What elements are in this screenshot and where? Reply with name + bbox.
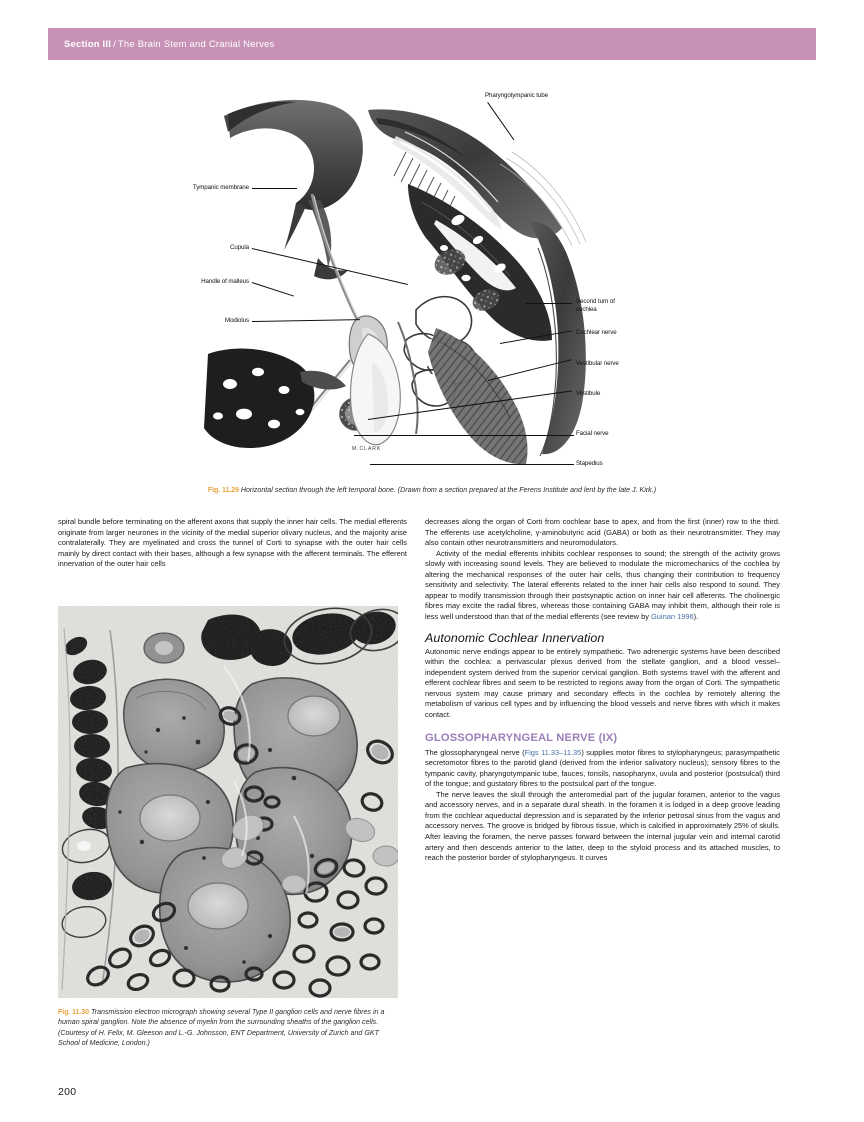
figure-label-second-turn-of-cochlea: Second turn of cochlea — [576, 298, 615, 314]
header-title: The Brain Stem and Cranial Nerves — [117, 38, 275, 50]
right-column-paragraph-4 — [425, 748, 780, 790]
right-text-column — [425, 517, 780, 864]
paragraph-2-text-pre: Activity of the medial efferents inhibits cochlear responses to sound; the strength of the activity grows slowly with increasing sound levels. They are believed to modulate the micromechanics of the cochlea by altering the mechanical responses of the outer hair cells, thus changing their contribution to frequency sensitivity and selectivity. The lateral efferents related to the inner hair cells also respond to sound. They appear to modify transmission through their postsynaptic action on inner hair cell afferents. The cholinergic fibres may excite the radial fibres, whereas those containing GABA may inhibit them, although their role is less well understood than that of the medial efferents (see review by — [425, 548, 780, 621]
header-section-label: Section III — [64, 38, 112, 50]
figure-11-29-caption-text: Horizontal section through the left temporal bone. (Drawn from a section prepared at the Ferens Institute and lent by the late J. Kirk.) — [240, 486, 657, 494]
figure-label-facial-nerve: Facial nerve — [576, 430, 609, 437]
heading-glossopharyngeal-nerve: GLOSSOPHARYNGEAL NERVE (IX) — [425, 732, 618, 745]
figure-label-vestibular-nerve: Vestibular nerve — [576, 360, 619, 367]
leader-line-second-turn-of-cochlea — [526, 303, 572, 304]
running-header-text — [48, 39, 274, 50]
cross-reference-figs-11-33-11-35[interactable]: Figs 11.33–11.35 — [524, 747, 582, 757]
svg-text:M.CLARK: M.CLARK — [352, 446, 382, 452]
figure-label-modiolus: Modiolus — [225, 317, 249, 324]
figure-label-handle-of-malleus: Handle of malleus — [201, 278, 249, 285]
right-column-paragraph-3: Autonomic nerve endings appear to be entirely sympathetic. Two adrenergic systems have been described within the cochlea: a perivascular plexus derived from the stellate ganglion, and a blood vessel–independent system derived from the superior cervical ganglion. Both systems travel with the afferent and efferent cochlear fibres and seem to be restricted to regions away from the organ of Corti. The sympathetic nervous system may cause primary and secondary effects in the cochlea by remotely altering the metabolism of various cell types and by influencing the blood vessels and nerve fibres with which it makes contact. — [425, 646, 780, 719]
figure-11-30-caption — [58, 1007, 398, 1048]
figure-11-30-caption-text: Transmission electron micrograph showing several Type II ganglion cells and nerve fibres in a human spiral ganglion. Note the absence of myelin from the surrounding sheaths of the ganglion cells. (Courtesy of H. Felix, M. Gleeson and L.-G. Johnsson, ENT Department, University of Zurich and GKT School of Medicine, London.) — [58, 1008, 385, 1047]
header-separator: / — [113, 38, 116, 50]
figure-label-tympanic-membrane: Tympanic membrane — [192, 184, 249, 191]
right-column-paragraph-1: decreases along the organ of Corti from cochlear base to apex, and from the first (inner) row to the third. The efferents use acetylcholine, γ-aminobutyric acid (GABA) or both as their neurotransmitter. They may also contain other neurotransmitters and neuromodulators. — [425, 517, 780, 548]
figure-11-30-micrograph — [58, 606, 398, 998]
leader-line-stapedius — [370, 464, 574, 465]
paragraph-2-text-post: ). — [693, 611, 699, 621]
figure-11-29-caption — [48, 485, 816, 495]
running-header — [48, 28, 816, 60]
citation-guinan-1996[interactable]: Guinan 1996 — [651, 611, 694, 621]
leader-line-tympanic-membrane — [252, 188, 297, 189]
paragraph-4-text-pre: The glossopharyngeal nerve ( — [425, 747, 525, 757]
temporal-bone-section-artwork — [200, 72, 620, 482]
right-column-paragraph-5: The nerve leaves the skull through the anteromedial part of the jugular foramen, anterior to the vagus and accessory nerves, and in a separate dural sheath. In the foramen it is lodged in a deep groove leading from the cochlear aqueductal depression and is separated by the inferior petrosal sinus from the vagus and accessory nerves. The groove is bridged by fibrous tissue, which is calcified in approximately 25% of skulls. After leaving the foramen, the nerve passes forward between the internal jugular vein and internal carotid artery and then descends anterior to the latter, deep to the styloid process and its attached muscles, to reach the posterior border of stylopharyngeus. It curves — [425, 789, 780, 863]
figure-11-30-number: Fig. 11.30 — [58, 1008, 89, 1016]
leader-line-facial-nerve — [354, 435, 574, 436]
figure-11-29 — [48, 70, 816, 485]
figure-label-pharyngotympanic-tube: Pharyngotympanic tube — [485, 92, 548, 99]
figure-label-cochlear-nerve: Cochlear nerve — [576, 329, 617, 336]
right-column-paragraph-2 — [425, 549, 780, 623]
figure-label-stapedius: Stapedius — [576, 460, 603, 467]
subheading-autonomic-cochlear-innervation: Autonomic Cochlear Innervation — [425, 631, 605, 646]
paragraph-4-text-post: ) supplies motor fibres to stylopharyngeus; parasympathetic secretomotor fibres to the parotid gland (derived from the inferior salivatory nucleus); sensory fibres to the tympanic cavity, pharyngotympanic tube, fauces, tonsils, nasopharynx, uvula and posterior (postsulcal) third of the tongue; and gustatory fibres to the postsulcal part of the tongue. — [425, 747, 780, 789]
figure-label-vestibule: Vestibule — [576, 390, 601, 397]
figure-label-cupula: Cupula — [229, 244, 249, 251]
page-number: 200 — [58, 1086, 77, 1098]
figure-11-29-number: Fig. 11.29 — [207, 486, 239, 494]
left-column-paragraph-1: spiral bundle before terminating on the afferent axons that supply the inner hair cells. The medial efferents originate from larger neurones in the vicinity of the medial superior olivary nucleus, and the majority arise contralaterally. They are myelinated and cross the tunnel of Corti to synapse with the outer hair cells mainly by direct contact with their bases, although a few synapse with the afferent terminals. The efferent innervation of the outer hair cells — [58, 517, 407, 569]
left-text-column — [58, 517, 407, 570]
